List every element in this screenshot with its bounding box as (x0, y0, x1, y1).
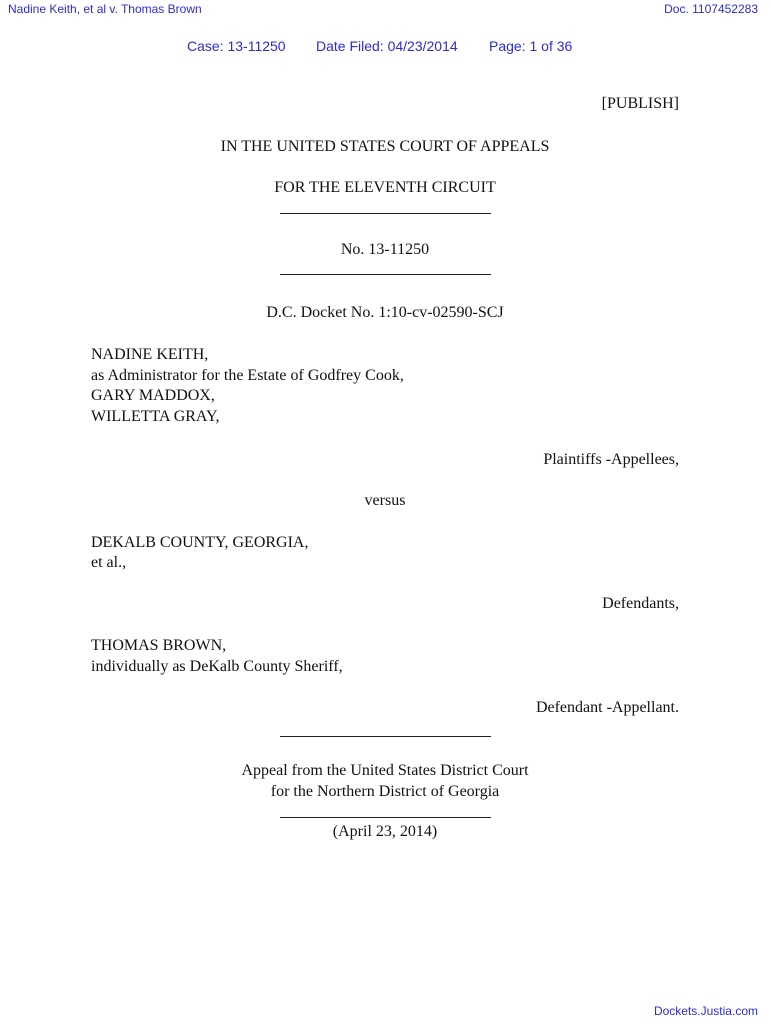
docket-number: D.C. Docket No. 1:10-cv-02590-SCJ (266, 304, 504, 321)
appeal-line: for the Northern District of Georgia (270, 783, 500, 800)
defendant-line: DEKALB COUNTY, GEORGIA, (91, 534, 309, 551)
plaintiff-line: as Administrator for the Estate of Godfrey Cook, (91, 367, 404, 384)
opinion-date: (April 23, 2014) (332, 823, 438, 840)
stamp-date-filed: Date Filed: 04/23/2014 (316, 38, 458, 54)
divider (280, 817, 491, 818)
court-title: IN THE UNITED STATES COURT OF APPEALS (220, 138, 550, 155)
divider (280, 736, 491, 737)
plaintiff-line: GARY MADDOX, (91, 387, 215, 404)
stamp-case: Case: 13-11250 (187, 38, 286, 54)
defendants-role: Defendants, (602, 595, 679, 612)
appellant-role: Defendant -Appellant. (535, 699, 679, 716)
case-number: No. 13-11250 (340, 241, 430, 258)
publish-label: [PUBLISH] (601, 95, 679, 112)
versus-label: versus (364, 492, 406, 509)
doc-number-link[interactable]: Doc. 1107452283 (664, 2, 758, 16)
appellant-line: individually as DeKalb County Sheriff, (91, 658, 343, 675)
plaintiff-line: NADINE KEITH, (91, 346, 209, 363)
court-circuit: FOR THE ELEVENTH CIRCUIT (274, 179, 496, 196)
appeal-line: Appeal from the United States District Court (241, 762, 529, 779)
plaintiff-line: WILLETTA GRAY, (91, 408, 220, 425)
divider (280, 213, 491, 214)
defendant-line: et al., (91, 554, 127, 571)
appellant-line: THOMAS BROWN, (91, 637, 227, 654)
source-link[interactable]: Dockets.Justia.com (653, 1004, 758, 1018)
case-title-link[interactable]: Nadine Keith, et al v. Thomas Brown (8, 2, 202, 16)
divider (280, 274, 491, 275)
plaintiffs-role: Plaintiffs -Appellees, (543, 451, 679, 468)
stamp-page: Page: 1 of 36 (489, 38, 573, 54)
